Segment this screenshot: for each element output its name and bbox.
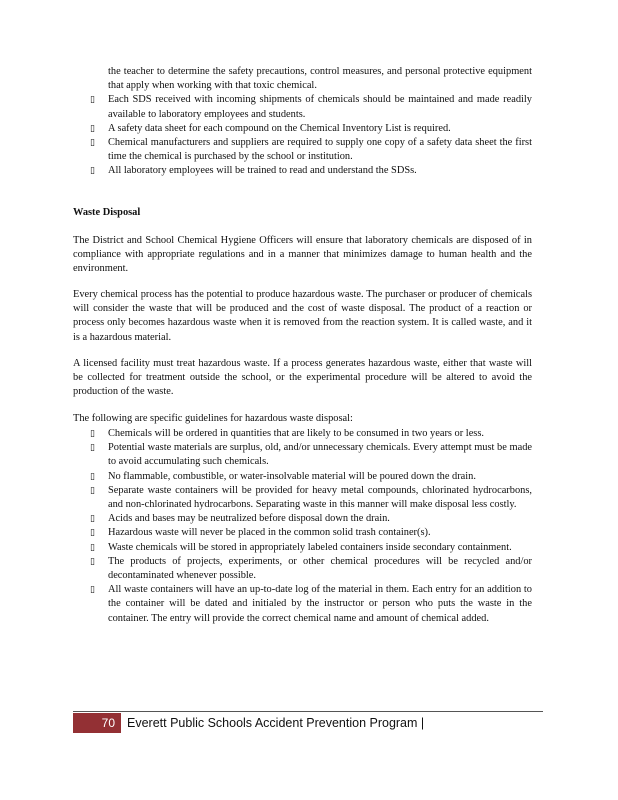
list-item-text: Potential waste materials are surplus, old, and/or unnecessary chemicals. Every attempt must be made to avoid accumulating such chemicals. <box>108 442 532 468</box>
bullet-icon: ▯ <box>90 528 95 539</box>
list-item-text: the teacher to determine the safety precautions, control measures, and personal protective equipment that apply when working with that toxic chemical. <box>108 66 532 92</box>
list-item <box>90 583 532 626</box>
list-item-text: Each SDS received with incoming shipments of chemicals should be maintained and made readily available to laboratory employees and students. <box>108 94 532 120</box>
list-item <box>90 526 532 540</box>
list-item-text: Waste chemicals will be stored in appropriately labeled containers inside secondary containment. <box>108 541 512 553</box>
list-item <box>90 136 532 164</box>
bullet-icon: ▯ <box>90 485 95 496</box>
footer-title: Everett Public Schools Accident Prevention Program | <box>127 716 425 730</box>
list-item-text: Chemicals will be ordered in quantities that are likely to be consumed in two years or less. <box>108 428 484 439</box>
list-item <box>90 470 532 484</box>
list-item <box>90 555 532 583</box>
list-item-text: Acids and bases may be neutralized before disposal down the drain. <box>108 513 390 525</box>
list-item-text: All laboratory employees will be trained to read and understand the SDSs. <box>108 165 417 177</box>
list-item-text: All waste containers will have an up-to-date log of the material in them. Each entry for an addition to the container will be dated and initialed by the instructor or person who puts the waste in the container. The entry will provide the correct chemical name and amount of chemical added. <box>108 584 532 624</box>
bullet-icon: ▯ <box>90 443 95 454</box>
bullet-icon: ▯ <box>90 471 95 482</box>
paragraph-intro: The District and School Chemical Hygiene Officers will ensure that laboratory chemicals are disposed of in compliance with appropriate regulations and in a manner that minimizes damage to human health and the environment. <box>73 235 532 275</box>
sds-bullet-list <box>90 65 532 179</box>
bullet-icon: ▯ <box>90 138 95 149</box>
bullet-icon: ▯ <box>90 514 95 525</box>
guidelines-bullet-list <box>90 427 532 626</box>
list-item-text: Hazardous waste will never be placed in the common solid trash container(s). <box>108 527 431 539</box>
bullet-icon: ▯ <box>90 542 95 553</box>
list-item <box>90 122 532 136</box>
page-number: 70 <box>73 713 121 733</box>
list-item <box>90 93 532 121</box>
list-item-text: A safety data sheet for each compound on the Chemical Inventory List is required. <box>108 122 451 134</box>
list-item <box>90 512 532 526</box>
list-item <box>90 164 532 178</box>
bullet-icon: ▯ <box>90 166 95 177</box>
list-item-text: Chemical manufacturers and suppliers are required to supply one copy of a safety data sheet the first time the chemical is purchased by the school or institution. <box>108 137 532 163</box>
bullet-icon: ▯ <box>90 123 95 134</box>
list-item <box>90 441 532 469</box>
list-item <box>90 541 532 555</box>
list-item-continuation <box>90 65 532 93</box>
bullet-icon: ▯ <box>90 95 95 106</box>
paragraph-guidelines-intro: The following are specific guidelines for hazardous waste disposal: <box>73 413 353 424</box>
paragraph-facility: A licensed facility must treat hazardous waste. If a process generates hazardous waste, either that waste will be collected for treatment outside the school, or the experimental procedure will be altered to avoid the production of the waste. <box>73 358 532 398</box>
list-item <box>90 427 532 441</box>
bullet-icon: ▯ <box>90 556 95 567</box>
paragraph-process: Every chemical process has the potential to produce hazardous waste. The purchaser or producer of chemicals will consider the waste that will be produced and the cost of waste disposal. The product of a reaction or process only becomes hazardous waste when it is removed from the reaction system. It is called waste, and it is a hazardous material. <box>73 289 532 343</box>
footer-divider <box>73 711 543 712</box>
bullet-icon: ▯ <box>90 429 95 439</box>
section-heading: Waste Disposal <box>73 207 141 218</box>
list-item <box>90 484 532 512</box>
list-item-text: The products of projects, experiments, or other chemical procedures will be recycled and/or decontaminated whenever possible. <box>108 555 532 582</box>
bullet-icon: ▯ <box>90 585 95 596</box>
list-item-text: Separate waste containers will be provided for heavy metal compounds, chlorinated hydrocarbons, and non-chlorinated hydrocarbons. Separating waste in this manner will make disposal less costly. <box>108 484 532 511</box>
list-item-text: No flammable, combustible, or water-insolvable material will be poured down the drain. <box>108 470 476 482</box>
